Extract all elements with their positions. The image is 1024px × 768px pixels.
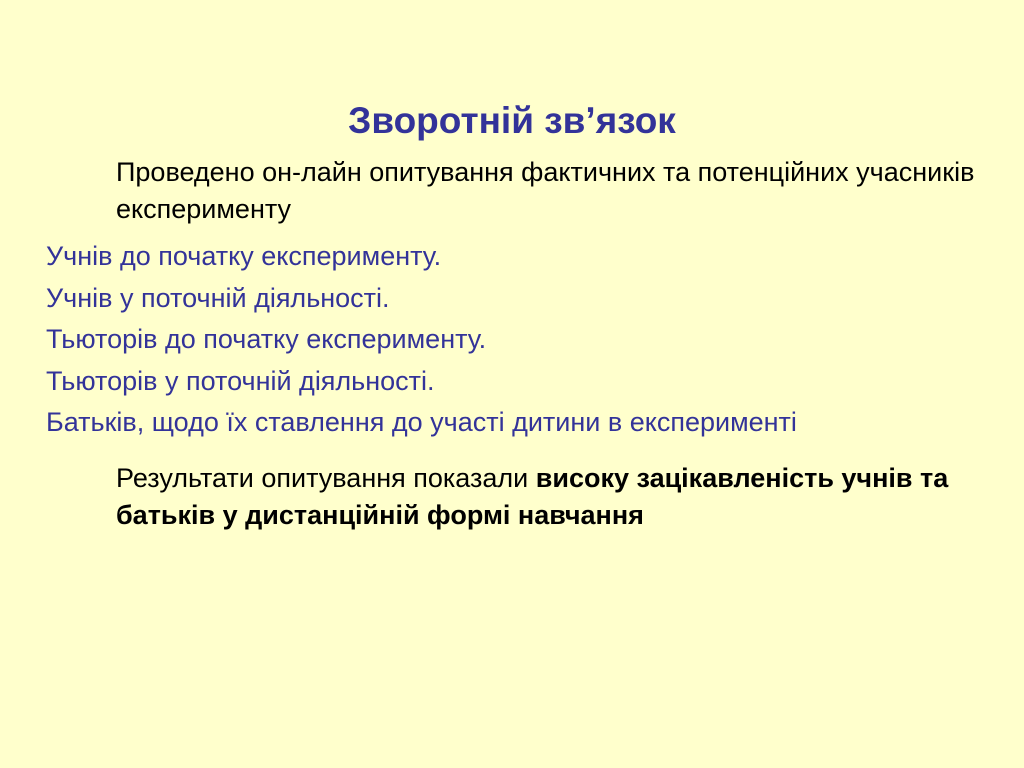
- list-item: Учнів до початку експерименту.: [46, 241, 442, 271]
- list-item: Тьюторів у поточній діяльності.: [46, 365, 435, 396]
- intro-paragraph: Проведено он-лайн опитування фактичних та потенційних учасників експерименту: [116, 157, 975, 224]
- result-paragraph: [116, 460, 996, 534]
- slide-title: Зворотній зв’язок: [348, 99, 676, 141]
- list-item: Тьюторів до початку експерименту.: [46, 324, 487, 354]
- surveyed-groups-list: [46, 236, 1016, 444]
- result-emphasis-text: високу зацікавленість учнів та батьків у дистанційній формі навчання: [116, 463, 949, 530]
- list-item: Учнів у поточній діяльності.: [46, 282, 390, 313]
- list-item: Батьків, щодо їх ставлення до участі дитини в експерименті: [46, 407, 797, 437]
- result-lead-text: Результати опитування показали: [116, 463, 536, 493]
